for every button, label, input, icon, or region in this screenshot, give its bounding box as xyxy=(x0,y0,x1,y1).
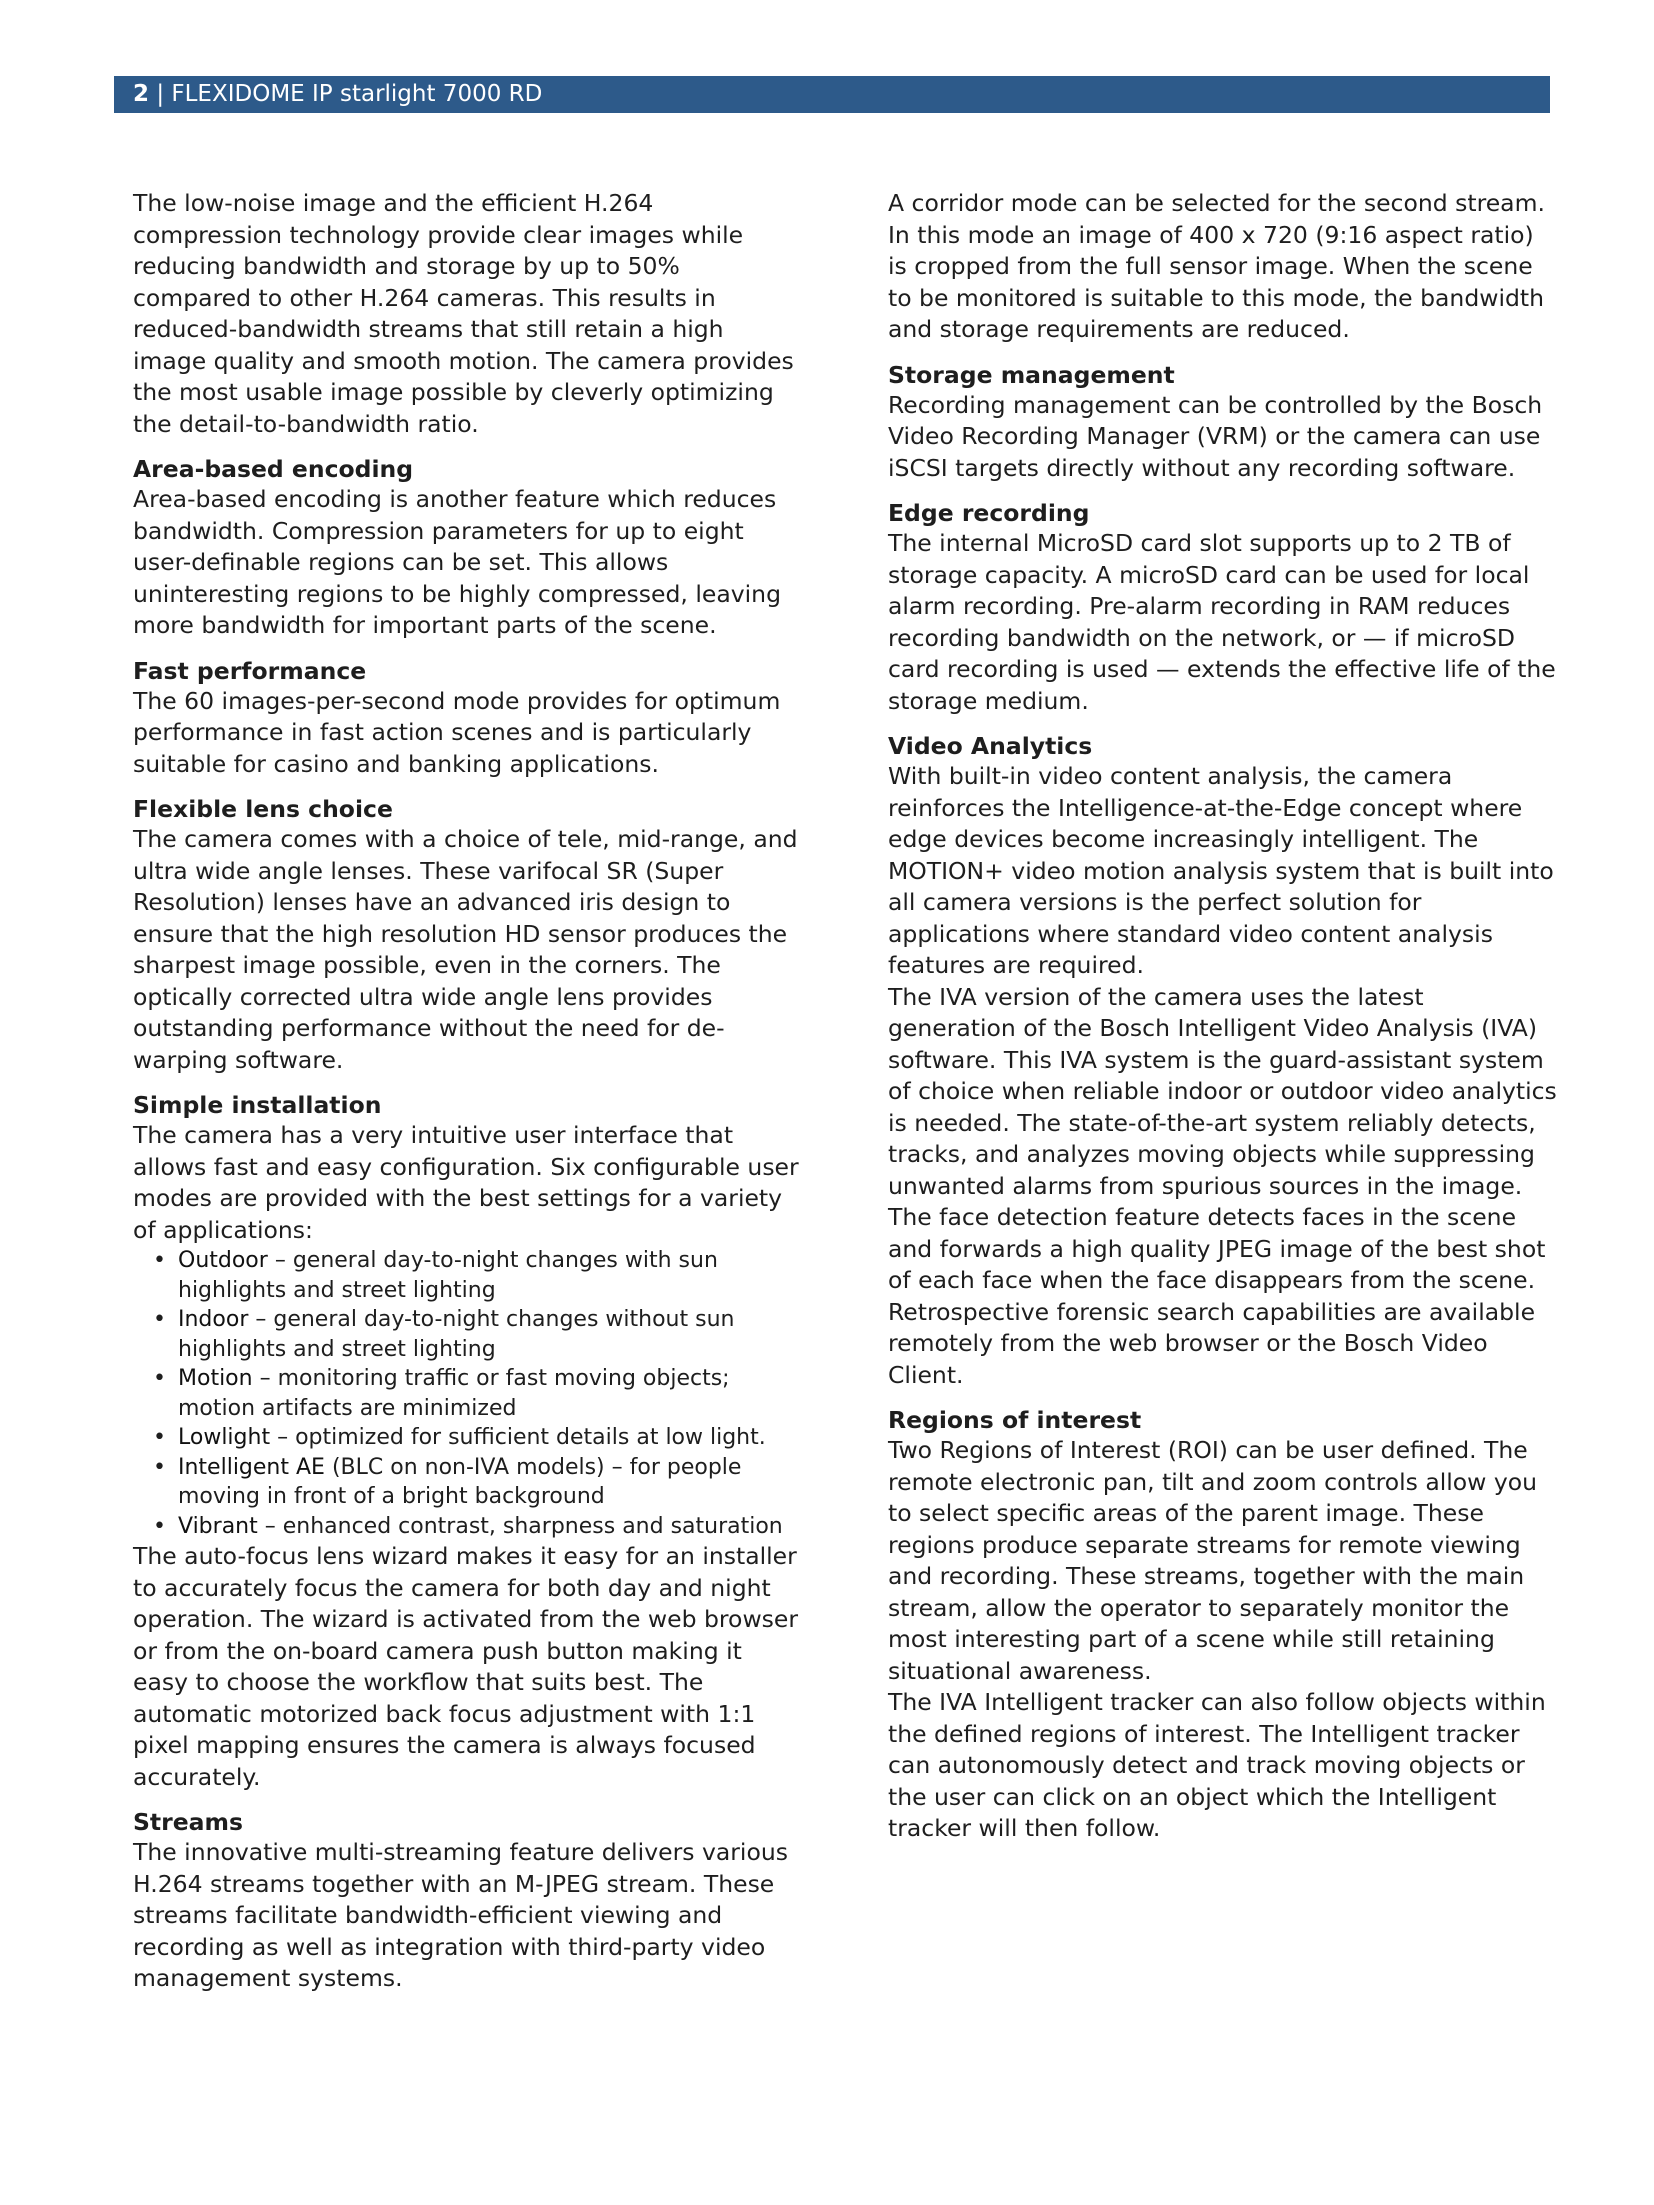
mode-description: – general day-to-night changes without sun highlights and street lighting xyxy=(178,1307,735,1362)
mode-description: (BLC on non-IVA models) – for people moving in front of a bright background xyxy=(178,1454,742,1509)
mode-description: – optimized for sufficient details at low light. xyxy=(270,1425,766,1450)
video-analytics-paragraph-3: The face detection feature detects faces in the scene and forwards a high quality JPEG image of the best shot of each face when the face disappears from the scene. xyxy=(888,1203,1546,1294)
video-analytics-paragraph-1: With built-in video content analysis, the camera reinforces the Intelligence-at-the-Edge concept where edge devices become increasingly intelligent. The MOTION+ video motion analysis system that is built into all camera versions is the perfect solution for applications where standard video content analysis features are required. xyxy=(888,762,1554,979)
area-encoding-paragraph: Area-based encoding is another feature which reduces bandwidth. Compression parameters for up to eight user-definable regions can be set. This allows uninteresting regions to be highly compressed, leaving more bandwidth for important parts of the scene. xyxy=(133,485,781,639)
mode-description: – monitoring traffic or fast moving objects; motion artifacts are minimized xyxy=(178,1366,730,1421)
edge-recording-section xyxy=(888,499,1558,717)
simple-installation-heading: Simple installation xyxy=(133,1091,382,1119)
storage-heading: Storage management xyxy=(888,360,1175,389)
roi-section xyxy=(888,1406,1558,1845)
flexible-lens-heading: Flexible lens choice xyxy=(133,795,393,823)
list-item xyxy=(178,1246,803,1305)
streams-paragraph: The innovative multi-streaming feature delivers various H.264 streams together with an M-JPEG stream. These streams facilitate bandwidth-efficient viewing and recording as well as integration with third-party video management systems. xyxy=(133,1838,788,1992)
mode-description: – enhanced contrast, sharpness and saturation xyxy=(257,1513,783,1539)
simple-installation-paragraph: The camera has a very intuitive user interface that allows fast and easy configuration. Six configurable user modes are provided with the best settings for a variety of applications: xyxy=(133,1121,799,1244)
mode-description: – general day-to-night changes with sun highlights and street lighting xyxy=(178,1248,718,1303)
streams-section xyxy=(133,1808,803,1995)
user-modes-list xyxy=(133,1246,803,1541)
video-analytics-paragraph-4: Retrospective forensic search capabilities are available remotely from the web browser or the Bosch Video Client. xyxy=(888,1297,1536,1389)
fast-performance-section xyxy=(133,657,803,781)
streams-heading: Streams xyxy=(133,1808,244,1836)
product-title: FLEXIDOME IP starlight 7000 RD xyxy=(171,81,543,107)
video-analytics-section xyxy=(888,732,1558,1391)
list-item xyxy=(178,1364,803,1423)
flexible-lens-paragraph: The camera comes with a choice of tele, mid-range, and ultra wide angle lenses. These varifocal SR (Super Resolution) lenses have an advanced iris design to ensure that the high resolution HD sensor produces the sharpest image possible, even in the corners. The optically corrected ultra wide angle lens provides outstanding performance without the need for de-warping software. xyxy=(133,825,798,1074)
mode-name: Indoor xyxy=(178,1307,249,1332)
mode-name: Motion xyxy=(178,1366,253,1391)
edge-recording-heading: Edge recording xyxy=(888,499,1090,527)
mode-name: Vibrant xyxy=(178,1513,258,1539)
fast-performance-heading: Fast performance xyxy=(133,656,367,685)
edge-recording-paragraph: The internal MicroSD card slot supports up to 2 TB of storage capacity. A microSD card can be used for local alarm recording. Pre-alarm recording in RAM reduces recording bandwidth on the network, or — if microSD card recording is used — extends the effective life of the storage medium. xyxy=(888,529,1556,715)
area-encoding-section xyxy=(133,455,803,642)
roi-paragraph-1: Two Regions of Interest (ROI) can be user defined. The remote electronic pan, tilt and zoom controls allow you to select specific areas of the parent image. These regions produce separate streams for remote viewing and recording. These streams, together with the main stream, allow the operator to separately monitor the most interesting part of a scene while still retaining situational awareness. xyxy=(888,1436,1538,1685)
page-number: 2 xyxy=(133,81,150,107)
simple-installation-section xyxy=(133,1091,803,1793)
mode-name: Intelligent AE xyxy=(178,1454,325,1480)
list-item xyxy=(178,1453,803,1512)
flexible-lens-section xyxy=(133,795,803,1076)
area-encoding-heading: Area-based encoding xyxy=(133,455,414,483)
right-column xyxy=(888,188,1558,1860)
header-separator: | xyxy=(156,81,165,107)
autofocus-paragraph: The auto-focus lens wizard makes it easy for an installer to accurately focus the camera for both day and night operation. The wizard is activated from the web browser or from the on-board camera push button making it easy to choose the workflow that suits best. The automatic motorized back focus adjustment with 1:1 pixel mapping ensures the camera is always focused accurately. xyxy=(133,1542,799,1791)
mode-name: Lowlight xyxy=(178,1425,271,1450)
left-column xyxy=(133,188,803,2010)
video-analytics-heading: Video Analytics xyxy=(888,732,1093,760)
roi-paragraph-2: The IVA Intelligent tracker can also follow objects within the defined regions of interest. The Intelligent tracker can autonomously detect and track moving objects or the user can click on an object which the Intelligent tracker will then follow. xyxy=(888,1688,1546,1842)
roi-heading: Regions of interest xyxy=(888,1406,1142,1434)
intro-paragraph: The low-noise image and the efficient H.264 compression technology provide clear images while reducing bandwidth and storage by up to 50% compared to other H.264 cameras. This results in reduced-bandwidth streams that still retain a high image quality and smooth motion. The camera provides the most usable image possible by cleverly optimizing the detail-to-bandwidth ratio. xyxy=(133,189,794,438)
corridor-section xyxy=(888,188,1558,346)
storage-paragraph: Recording management can be controlled by the Bosch Video Recording Manager (VRM) or the camera can use iSCSI targets directly without any recording software. xyxy=(888,390,1543,482)
corridor-paragraph: A corridor mode can be selected for the second stream. In this mode an image of 400 x 720 (9:16 aspect ratio) is cropped from the full sensor image. When the scene to be monitored is suitable to this mode, the bandwidth and storage requirements are reduced. xyxy=(888,189,1545,343)
video-analytics-paragraph-2: The IVA version of the camera uses the latest generation of the Bosch Intelligent Video Analysis (IVA) software. This IVA system is the guard-assistant system of choice when reliable indoor or outdoor video analytics is needed. The state-of-the-art system reliably detects, tracks, and analyzes moving objects while suppressing unwanted alarms from spurious sources in the image. xyxy=(888,982,1557,1200)
list-item xyxy=(178,1423,803,1453)
mode-name: Outdoor xyxy=(178,1248,268,1273)
intro-section xyxy=(133,188,803,440)
list-item xyxy=(178,1512,803,1542)
list-item xyxy=(178,1305,803,1364)
fast-performance-paragraph: The 60 images-per-second mode provides for optimum performance in fast action scenes and is particularly suitable for casino and banking applications. xyxy=(133,686,781,778)
page-header-bar xyxy=(114,76,1550,113)
storage-section xyxy=(888,361,1558,485)
